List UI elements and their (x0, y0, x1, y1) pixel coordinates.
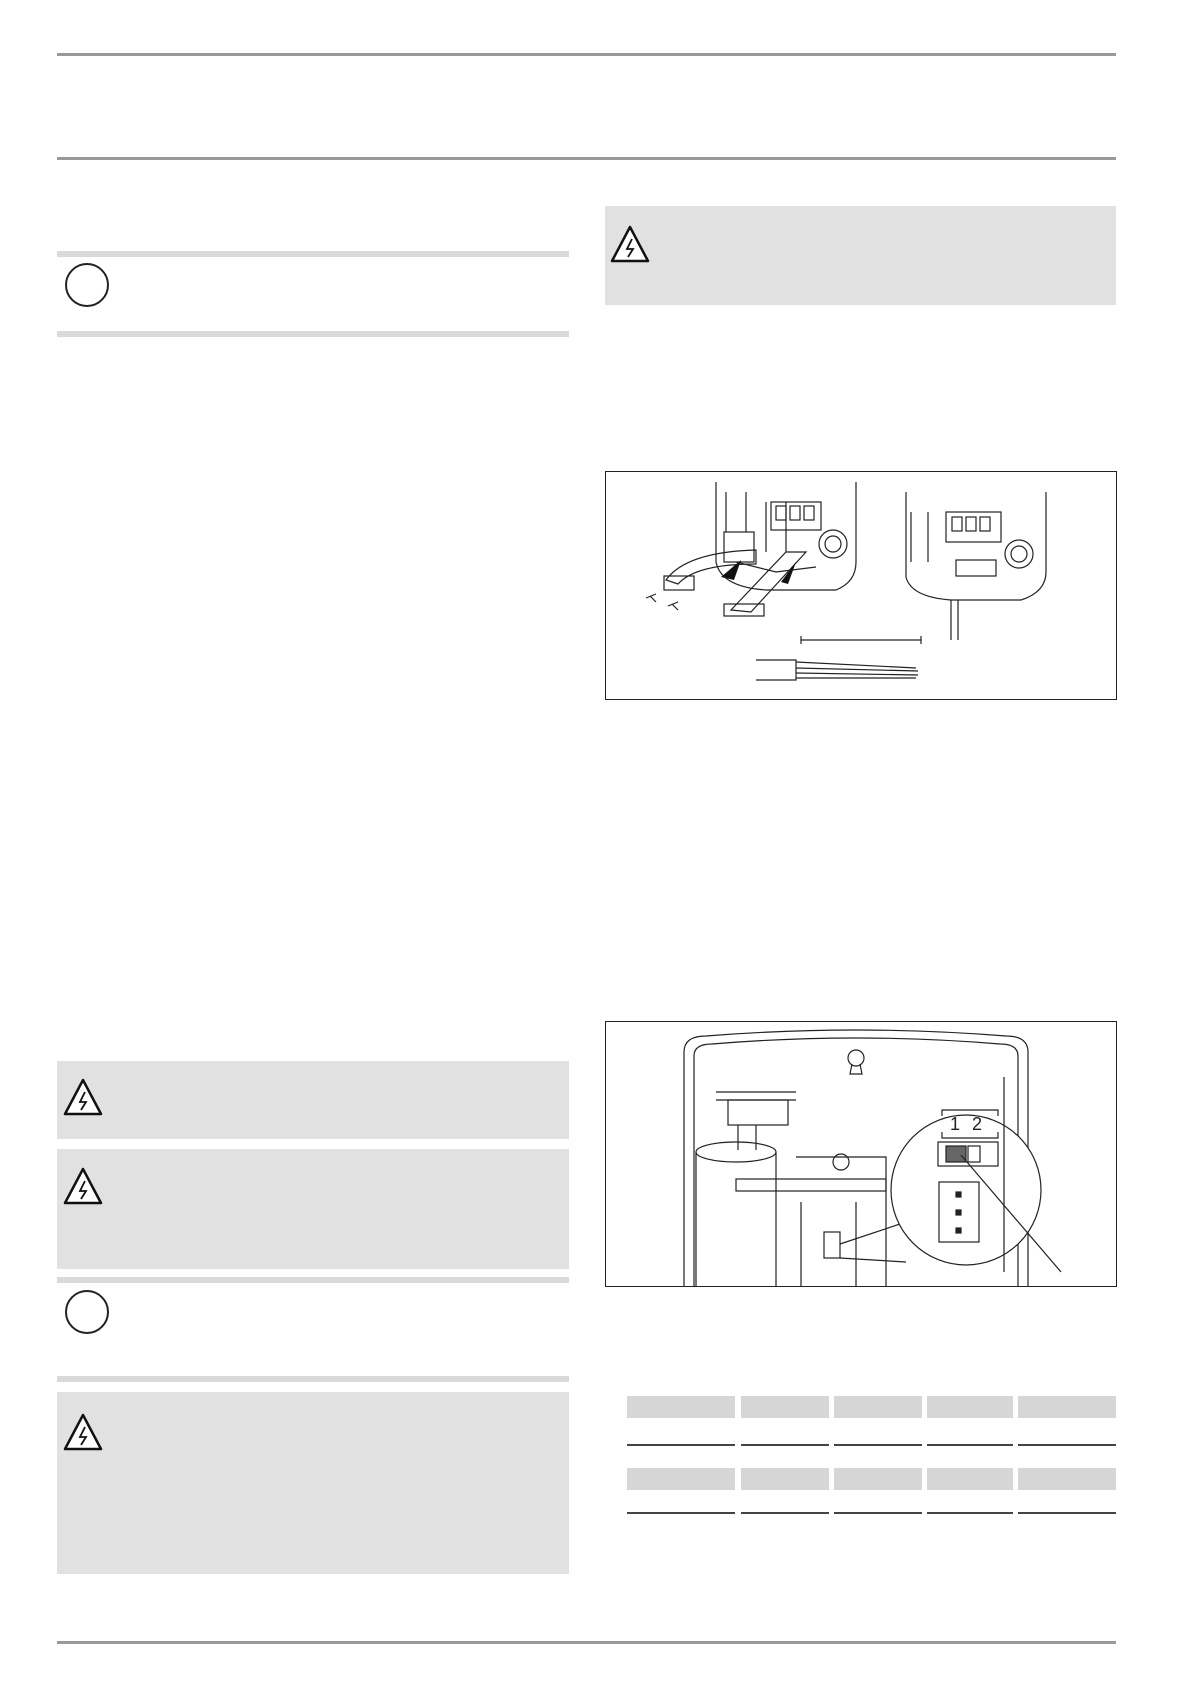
info-notice-top-bar (57, 251, 569, 257)
table-row-line (627, 1512, 735, 1514)
table-row-line (741, 1512, 829, 1514)
warning-box (57, 1392, 569, 1574)
table-row-line (927, 1444, 1013, 1446)
table-header-cell (741, 1468, 829, 1490)
footer-rule (57, 1641, 1116, 1644)
switch-label-1: 1 (950, 1114, 961, 1134)
electric-shock-warning-icon (609, 224, 651, 264)
table-row-line (627, 1444, 735, 1446)
terminal-connection-figure (605, 471, 1117, 700)
electric-shock-warning-icon (62, 1412, 104, 1452)
table-header-cell (927, 1396, 1013, 1418)
table-header-cell (1018, 1468, 1116, 1490)
table-header-cell (1018, 1396, 1116, 1418)
table-row-line (927, 1512, 1013, 1514)
warning-box (57, 1149, 569, 1269)
info-notice-top-bar (57, 1277, 569, 1283)
info-icon (65, 1290, 109, 1334)
table-header-cell (741, 1396, 829, 1418)
electric-shock-warning-icon (62, 1077, 104, 1117)
switch-label-2: 2 (972, 1114, 983, 1134)
table-header-cell (834, 1468, 922, 1490)
table-row-line (1018, 1512, 1116, 1514)
table-row-line (1018, 1444, 1116, 1446)
warning-box (57, 1061, 569, 1139)
header-bottom-rule (57, 157, 1116, 160)
electric-shock-warning-icon (62, 1166, 104, 1206)
table-header-cell (627, 1396, 735, 1418)
header-top-rule (57, 53, 1116, 56)
info-notice-bottom-bar (57, 1376, 569, 1382)
table-header-cell (627, 1468, 735, 1490)
info-icon (65, 263, 109, 307)
table-header-cell (927, 1468, 1013, 1490)
info-notice-bottom-bar (57, 331, 569, 337)
table-row-line (834, 1444, 922, 1446)
table-header-cell (834, 1396, 922, 1418)
warning-box (605, 206, 1116, 305)
switch-setting-figure (605, 1021, 1117, 1287)
table-row-line (834, 1512, 922, 1514)
table-row-line (741, 1444, 829, 1446)
